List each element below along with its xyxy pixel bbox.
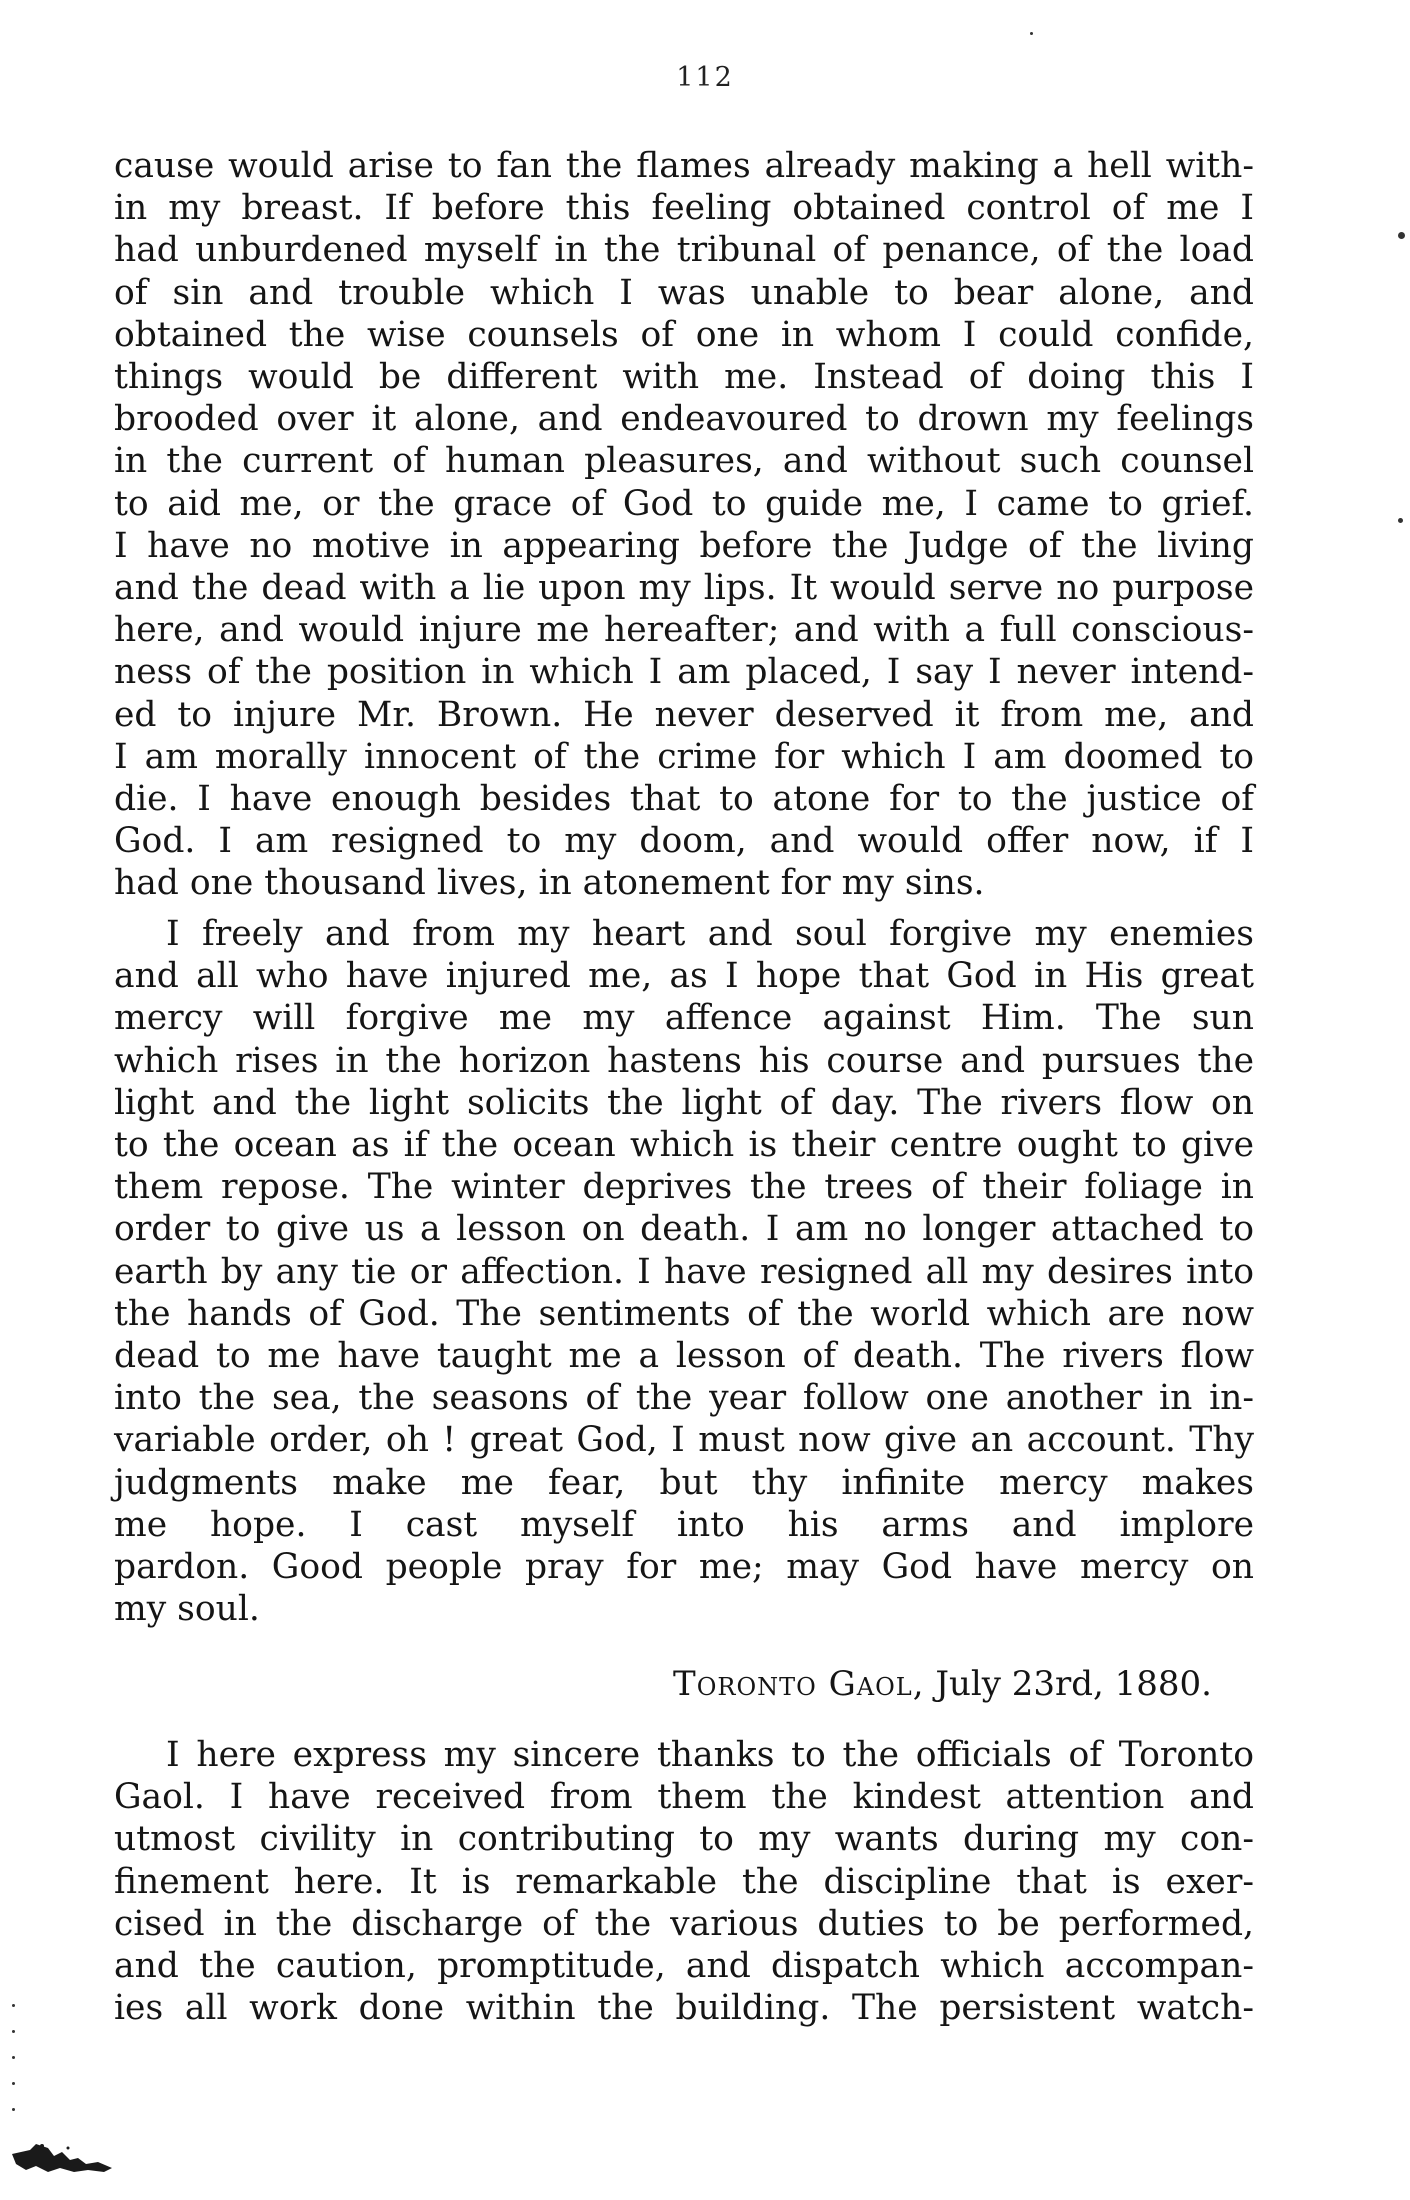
margin-dot [12,2030,15,2033]
text-line: to aid me, or the grace of God to guide me, I came to grief. [114,483,1254,524]
text-line: cised in the discharge of the various duties to be performed, [114,1903,1254,1944]
text-line: in the current of human pleasures, and without such counsel [114,441,1254,482]
text-line: finement here. It is remarkable the discipline that is exer- [114,1861,1254,1902]
margin-dot [1030,32,1033,35]
text-line: which rises in the horizon hastens his course and pursues the [114,1040,1254,1081]
text-line: obtained the wise counsels of one in whom I could confide, [114,314,1254,355]
text-line: God. I am resigned to my doom, and would offer now, if I [114,821,1254,862]
signature-line [673,1664,1212,1704]
text-line: here, and would injure me hereafter; and with a full conscious- [114,610,1254,651]
text-line: and the dead with a lie upon my lips. It would serve no purpose [114,568,1254,609]
text-line: judgments make me fear, but thy infinite mercy makes [114,1462,1254,1503]
page-number: 112 [676,62,734,93]
text-line: had unburdened myself in the tribunal of penance, of the load [114,230,1254,271]
text-line: cause would arise to fan the flames already making a hell with- [114,146,1254,186]
text-line: them repose. The winter deprives the trees of their foliage in [114,1167,1254,1208]
text-line: utmost civility in contributing to my wants during my con- [114,1819,1254,1860]
text-line: I have no motive in appearing before the Judge of the living [114,525,1254,566]
text-line: things would be different with me. Instead of doing this I [114,357,1254,398]
text-line: brooded over it alone, and endeavoured to drown my feelings [114,399,1254,440]
text-line: me hope. I cast myself into his arms and implore [114,1504,1254,1545]
scan-smudge-icon [8,2140,118,2174]
text-line: Gaol. I have received from them the kindest attention and [114,1777,1254,1818]
text-line: I here express my sincere thanks to the officials of Toronto [166,1735,1254,1775]
text-line: had one thousand lives, in atonement for my sins. [114,863,985,904]
text-line: variable order, oh ! great God, I must now give an account. Thy [114,1420,1254,1461]
margin-dot [1398,232,1405,239]
text-line: in my breast. If before this feeling obtained control of me I [114,188,1254,229]
text-line: into the sea, the seasons of the year follow one another in in- [114,1378,1254,1419]
paragraph-1 [114,145,1254,905]
text-line: ness of the position in which I am placed, I say I never intend- [114,652,1254,693]
text-line: ed to injure Mr. Brown. He never deserved it from me, and [114,694,1254,735]
text-line: to the ocean as if the ocean which is their centre ought to give [114,1125,1254,1166]
margin-dot [12,2082,15,2085]
text-line: and the caution, promptitude, and dispatch which accompan- [114,1946,1254,1987]
text-line: and all who have injured me, as I hope that God in His great [114,956,1254,997]
paragraph-2 [114,913,1254,1630]
text-line: I freely and from my heart and soul forgive my enemies [166,914,1254,954]
text-line: ies all work done within the building. The persistent watch- [114,1988,1254,2029]
paragraph-3 [114,1734,1254,2029]
text-line: dead to me have taught me a lesson of death. The rivers flow [114,1336,1254,1377]
margin-dot [12,2108,15,2111]
text-line: earth by any tie or affection. I have resigned all my desires into [114,1251,1254,1292]
margin-dot [12,2004,15,2007]
text-line: my soul. [114,1589,260,1630]
margin-dot [12,2056,15,2059]
text-line: pardon. Good people pray for me; may God have mercy on [114,1547,1254,1588]
margin-dot [1398,518,1403,523]
text-line: I am morally innocent of the crime for which I am doomed to [114,736,1254,777]
signature-date: July 23rd, 1880. [935,1664,1212,1704]
text-line: mercy will forgive me my affence against Him. The sun [114,998,1254,1039]
text-line: of sin and trouble which I was unable to bear alone, and [114,272,1254,313]
signature-place: Toronto Gaol, [673,1664,925,1704]
text-line: die. I have enough besides that to atone for to the justice of [114,779,1254,820]
text-line: light and the light solicits the light of day. The rivers flow on [114,1082,1254,1123]
text-line: the hands of God. The sentiments of the world which are now [114,1293,1254,1334]
text-line: order to give us a lesson on death. I am no longer attached to [114,1209,1254,1250]
